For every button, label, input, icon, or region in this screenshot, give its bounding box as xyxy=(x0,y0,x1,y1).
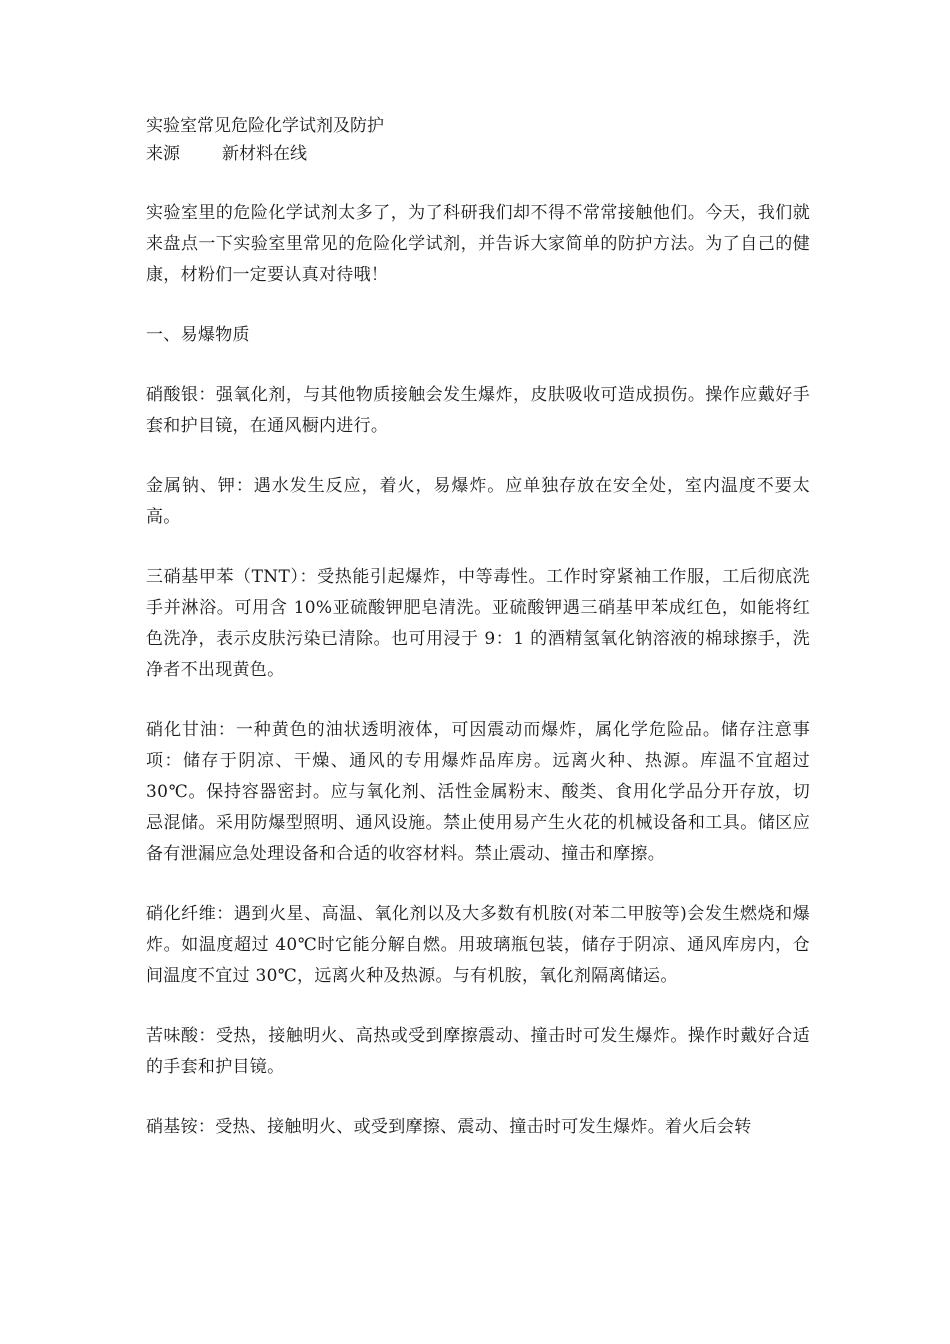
source-label: 来源 xyxy=(146,144,180,164)
entry-silver-nitrate: 硝酸银：强氧化剂，与其他物质接触会发生爆炸，皮肤吸收可造成损伤。操作应戴好手套和护目镜，在通风橱内进行。 xyxy=(146,385,810,436)
intro-paragraph: 实验室里的危险化学试剂太多了，为了科研我们却不得不常常接触他们。今天，我们就来盘点一下实验室里常见的危险化学试剂，并告诉大家简单的防护方法。为了自己的健康，材粉们一定要认真对待哦！ xyxy=(146,203,810,285)
entry-picric-acid: 苦味酸：受热，接触明火、高热或受到摩擦震动、撞击时可发生爆炸。操作时戴好合适的手套和护目镜。 xyxy=(146,1026,810,1077)
entry-nitroglycerin: 硝化甘油：一种黄色的油状透明液体，可因震动而爆炸，属化学危险品。储存注意事项：储存于阴凉、干燥、通风的专用爆炸品库房。远离火种、热源。库温不宜超过 30℃。保持容器密封。应与氧化剂、活性金属粉末、酸类、食用化学品分开存放，切忌混储。采用防爆型照明、通风设施。禁止使用易产生火花的机械设备和工具。储区应备有泄漏应急处理设备和合适的收容材料。禁止震动、撞击和摩擦。 xyxy=(146,720,810,864)
entry-sodium-potassium: 金属钠、钾：遇水发生反应，着火，易爆炸。应单独存放在安全处，室内温度不要太高。 xyxy=(146,476,810,527)
section-heading: 一、易爆物质 xyxy=(146,325,250,345)
source-value: 新材料在线 xyxy=(222,144,307,164)
entry-ammonium-nitrate: 硝基铵：受热、接触明火、或受到摩擦、震动、撞击时可发生爆炸。着火后会转 xyxy=(146,1117,752,1137)
document-page xyxy=(146,112,810,1143)
entry-tnt: 三硝基甲苯（TNT）：受热能引起爆炸，中等毒性。工作时穿紧袖工作服，工后彻底洗手并淋浴。可用含 10%亚硫酸钾肥皂清洗。亚硫酸钾遇三硝基甲苯成红色，如能将红色洗净，表示皮肤污染已清除。也可用浸于 9：1 的酒精氢氧化钠溶液的棉球擦手，洗净者不出现黄色。 xyxy=(146,567,810,680)
entry-nitrocellulose: 硝化纤维：遇到火星、高温、氧化剂以及大多数有机胺(对苯二甲胺等)会发生燃烧和爆炸。如温度超过 40℃时它能分解自燃。用玻璃瓶包装，储存于阴凉、通风库房内，仓间温度不宜过 30℃，远离火种及热源。与有机胺，氧化剂隔离储运。 xyxy=(146,904,810,986)
document-title: 实验室常见危险化学试剂及防护 xyxy=(146,116,384,136)
source-line xyxy=(146,140,810,168)
